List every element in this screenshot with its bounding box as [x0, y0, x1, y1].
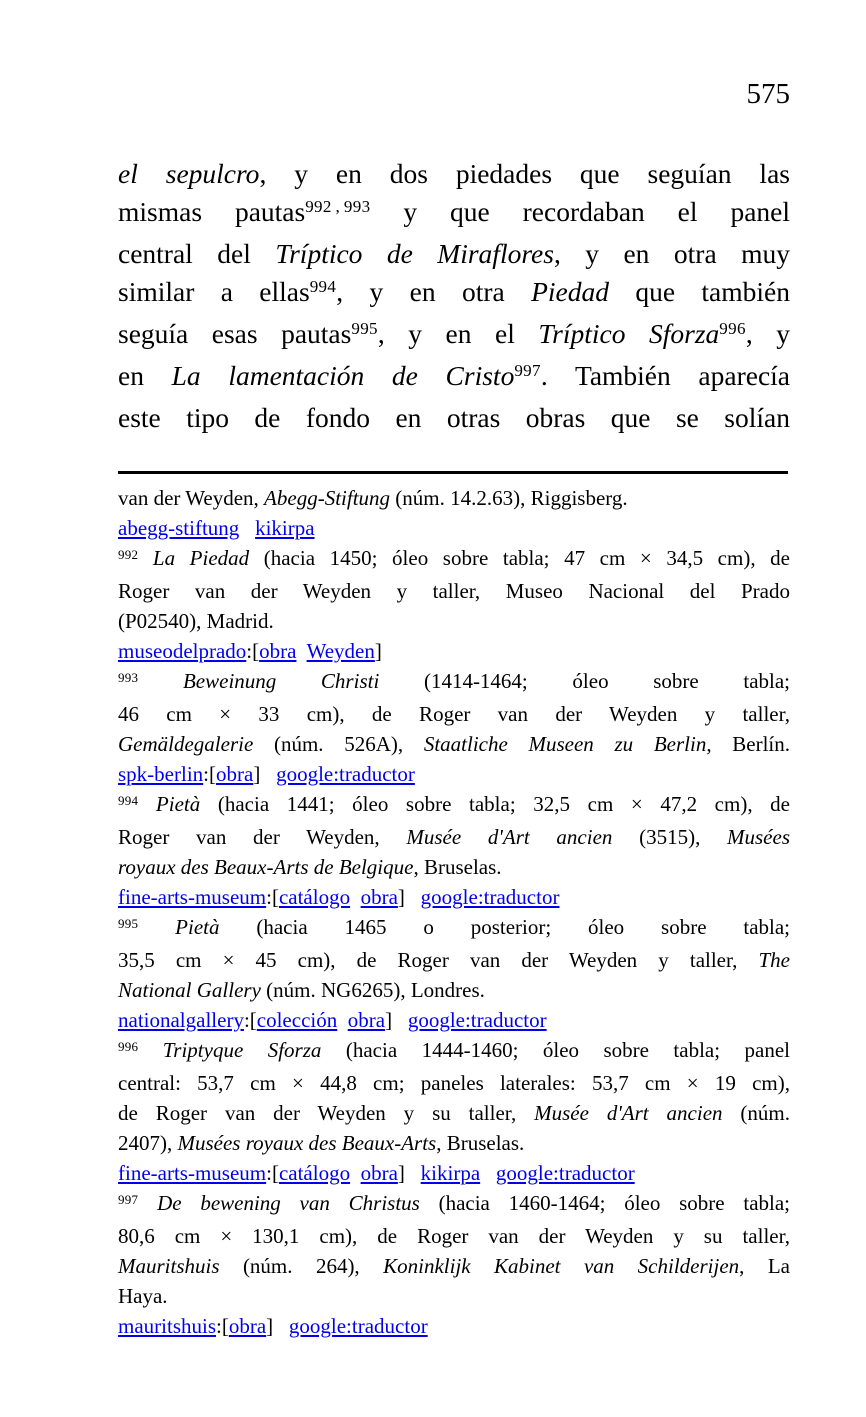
text-run: Roger van der Weyden, — [118, 825, 407, 849]
link-fine-arts-museum[interactable]: fine-arts-museum — [118, 1161, 267, 1185]
italic-text: Triptyque Sforza — [162, 1038, 322, 1062]
text-run: . También aparecía — [540, 360, 790, 391]
link-google-traductor[interactable]: google:traductor — [420, 885, 560, 909]
text-line — [118, 852, 790, 882]
text-line — [118, 945, 790, 975]
footnote-number: 992 — [118, 546, 139, 562]
footnote-992 — [118, 543, 790, 666]
footnote-ref: 992 , 993 — [305, 197, 371, 217]
text-run — [273, 1314, 289, 1338]
link-spk-berlin[interactable]: spk-berlin — [118, 762, 204, 786]
italic-text: De bewening van Christus — [157, 1191, 420, 1215]
link-obra[interactable]: obra — [360, 1161, 398, 1185]
link-cat-logo[interactable]: catálogo — [278, 885, 351, 909]
text-line — [118, 155, 790, 193]
text-run: :[ — [203, 762, 216, 786]
text-run — [337, 1008, 348, 1032]
text-line — [118, 193, 790, 235]
text-line — [118, 315, 790, 357]
link-museodelprado[interactable]: museodelprado — [118, 639, 247, 663]
link-obra[interactable]: obra — [360, 885, 398, 909]
footnote-993 — [118, 666, 790, 789]
text-run: central del — [118, 238, 276, 269]
link-cat-logo[interactable]: catálogo — [278, 1161, 351, 1185]
text-run: Haya. — [118, 1284, 168, 1308]
text-line — [118, 912, 790, 945]
link-abegg-stiftung[interactable]: abegg-stiftung — [118, 516, 240, 540]
text-run: (hacia 1444-1460; óleo sobre tabla; panel — [321, 1038, 790, 1062]
text-run: ] — [266, 1314, 274, 1338]
italic-text: Gemäldegalerie — [118, 732, 254, 756]
text-run: , Bruselas. — [436, 1131, 525, 1155]
text-line — [118, 483, 790, 513]
text-run: Roger van der Weyden y taller, Museo Nacional del Prado — [118, 579, 790, 603]
footnote-997 — [118, 1188, 790, 1341]
link-obra[interactable]: obra — [228, 1314, 267, 1338]
italic-text: Musée d'Art ancien — [406, 825, 613, 849]
text-line — [118, 1128, 790, 1158]
italic-text: el sepulcro — [118, 158, 260, 189]
link-kikirpa[interactable]: kikirpa — [255, 516, 315, 540]
text-run: similar a ellas — [118, 276, 310, 307]
page-number: 575 — [746, 78, 790, 110]
text-run: mismas pautas — [118, 196, 306, 227]
italic-text: The — [758, 948, 790, 972]
text-line — [118, 1188, 790, 1221]
link-google-traductor[interactable]: google:traductor — [407, 1008, 547, 1032]
text-run — [350, 885, 361, 909]
text-run: :[ — [266, 885, 279, 909]
text-run — [405, 1161, 421, 1185]
text-run: ] — [385, 1008, 393, 1032]
italic-text: Tríptico de Miraflores — [275, 238, 554, 269]
text-line — [118, 822, 790, 852]
footnote-number: 997 — [118, 1191, 139, 1207]
main-paragraph — [118, 155, 790, 437]
link-nationalgallery[interactable]: nationalgallery — [118, 1008, 244, 1032]
text-line — [118, 576, 790, 606]
text-run: , y en dos piedades que seguían las — [259, 158, 790, 189]
footnote-links-line — [118, 759, 790, 789]
text-run: ] — [253, 762, 261, 786]
link-google-traductor[interactable]: google:traductor — [288, 1314, 428, 1338]
text-line — [118, 699, 790, 729]
footnote-links-line — [118, 636, 790, 666]
footnote-number: 995 — [118, 915, 139, 931]
italic-text: National Gallery — [118, 978, 261, 1002]
text-line — [118, 1281, 790, 1311]
text-run: , y — [745, 318, 790, 349]
text-run: Berlín. — [711, 732, 790, 756]
text-line — [118, 975, 790, 1005]
text-line — [118, 729, 790, 759]
text-run: que también — [608, 276, 790, 307]
text-run — [480, 1161, 496, 1185]
text-run: en — [118, 360, 172, 391]
text-run: de Roger van der Weyden y su taller, — [118, 1101, 535, 1125]
italic-text: Piedad — [531, 276, 609, 307]
text-run: van der Weyden, — [118, 486, 265, 510]
footnote-continuation — [118, 483, 790, 543]
link-kikirpa[interactable]: kikirpa — [420, 1161, 481, 1185]
text-run: , La — [739, 1254, 790, 1278]
text-run: y que recordaban el panel — [370, 196, 790, 227]
text-run: (hacia 1441; óleo sobre tabla; 32,5 cm × 47,2 cm), de — [200, 792, 790, 816]
footnote-ref: 994 — [309, 277, 337, 297]
link-obra[interactable]: obra — [215, 762, 254, 786]
link-google-traductor[interactable]: google:traductor — [495, 1161, 635, 1185]
italic-text: La lamentación de Cristo — [171, 360, 515, 391]
footnote-996 — [118, 1035, 790, 1188]
text-run: este tipo de fondo en otras obras que se solían — [118, 402, 790, 433]
text-run — [138, 1191, 157, 1215]
text-run: ] — [397, 885, 405, 909]
text-run: (núm. — [722, 1101, 791, 1125]
footnote-links-line — [118, 1005, 790, 1035]
text-line — [118, 399, 790, 437]
text-run — [138, 1038, 162, 1062]
text-run: central: 53,7 cm × 44,8 cm; paneles laterales: 53,7 cm × 19 cm), — [118, 1071, 790, 1095]
text-run: (3515), — [612, 825, 728, 849]
text-run: (hacia 1465 o posterior; óleo sobre tabla; — [219, 915, 791, 939]
link-obra[interactable]: obra — [259, 639, 297, 663]
footnote-links-line — [118, 1158, 790, 1188]
link-google-traductor[interactable]: google:traductor — [276, 762, 415, 786]
italic-text: Koninklijk Kabinet van Schilderijen — [383, 1254, 740, 1278]
text-run: (hacia 1460-1464; óleo sobre tabla; — [419, 1191, 791, 1215]
italic-text: La Piedad — [152, 546, 250, 570]
text-run: :[ — [216, 1314, 229, 1338]
text-run: (núm. 264), — [219, 1254, 384, 1278]
footnote-links-line — [118, 1311, 790, 1341]
footnotes — [118, 483, 790, 1341]
footnote-994 — [118, 789, 790, 912]
italic-text: Musées — [727, 825, 790, 849]
text-line — [118, 543, 790, 576]
text-run: 80,6 cm × 130,1 cm), de Roger van der Weyden y su taller, — [118, 1224, 790, 1248]
text-run: (núm. NG6265), Londres. — [260, 978, 485, 1002]
italic-text: Pietà — [175, 915, 220, 939]
italic-text: Musées royaux des Beaux-Arts — [177, 1131, 437, 1155]
text-line — [118, 789, 790, 822]
footnote-number: 994 — [118, 792, 139, 808]
text-run: :[ — [243, 1008, 257, 1032]
footnote-links-line — [118, 882, 790, 912]
link-weyden[interactable]: Weyden — [306, 639, 375, 663]
footnote-separator-rule — [118, 471, 788, 474]
text-run: 46 cm × 33 cm), de Roger van der Weyden y taller, — [118, 702, 790, 726]
italic-text: Staatliche Museen zu Berlin, — [423, 732, 712, 756]
text-run: , y en otra — [336, 276, 532, 307]
text-run: (hacia 1450; óleo sobre tabla; 47 cm × 34,5 cm), de — [249, 546, 790, 570]
link-obra[interactable]: obra — [347, 1008, 386, 1032]
text-run — [392, 1008, 408, 1032]
text-run: (1414-1464; óleo sobre tabla; — [379, 669, 791, 693]
text-run: 35,5 cm × 45 cm), de Roger van der Weyden y taller, — [118, 948, 759, 972]
text-line — [118, 1098, 790, 1128]
italic-text: Beweinung Christi — [182, 669, 380, 693]
text-line — [118, 357, 790, 399]
text-run — [350, 1161, 361, 1185]
italic-text: Abegg-Stiftung — [264, 486, 391, 510]
footnote-links-line — [118, 513, 790, 543]
footnote-ref: 996 — [719, 319, 746, 339]
text-run — [138, 546, 153, 570]
text-run — [239, 516, 255, 540]
link-fine-arts-museum[interactable]: fine-arts-museum — [118, 885, 267, 909]
italic-text: Mauritshuis — [118, 1254, 220, 1278]
text-run — [296, 639, 306, 663]
text-line — [118, 1035, 790, 1068]
text-run: (núm. 526A), — [253, 732, 424, 756]
text-line — [118, 235, 790, 273]
text-run: , y en el — [377, 318, 539, 349]
link-mauritshuis[interactable]: mauritshuis — [118, 1314, 216, 1338]
text-line — [118, 1068, 790, 1098]
text-line — [118, 273, 790, 315]
text-line — [118, 1251, 790, 1281]
text-run: , y en otra muy — [553, 238, 790, 269]
text-run — [138, 669, 183, 693]
italic-text: Tríptico Sforza — [538, 318, 720, 349]
footnote-ref: 995 — [351, 319, 378, 339]
text-run — [138, 792, 156, 816]
italic-text: royaux des Beaux-Arts de Belgique — [118, 855, 414, 879]
italic-text: Pietà — [155, 792, 201, 816]
footnote-number: 996 — [118, 1038, 139, 1054]
text-run: 2407), — [118, 1131, 178, 1155]
text-run: (P02540), Madrid. — [118, 609, 274, 633]
text-run — [260, 762, 276, 786]
text-run: :[ — [266, 1161, 279, 1185]
text-run: :[ — [246, 639, 260, 663]
footnote-995 — [118, 912, 790, 1035]
text-run: , Bruselas. — [413, 855, 502, 879]
footnote-number: 993 — [118, 669, 139, 685]
text-line — [118, 666, 790, 699]
text-line — [118, 606, 790, 636]
footnote-ref: 997 — [514, 361, 541, 381]
text-run: ] — [397, 1161, 405, 1185]
text-line — [118, 1221, 790, 1251]
text-run: seguía esas pautas — [118, 318, 352, 349]
text-run — [405, 885, 421, 909]
text-run: ] — [374, 639, 382, 663]
text-run — [138, 915, 175, 939]
link-colecci-n[interactable]: colección — [256, 1008, 338, 1032]
italic-text: Musée d'Art ancien — [534, 1101, 723, 1125]
text-run: (núm. 14.2.63), Riggisberg. — [390, 486, 628, 510]
